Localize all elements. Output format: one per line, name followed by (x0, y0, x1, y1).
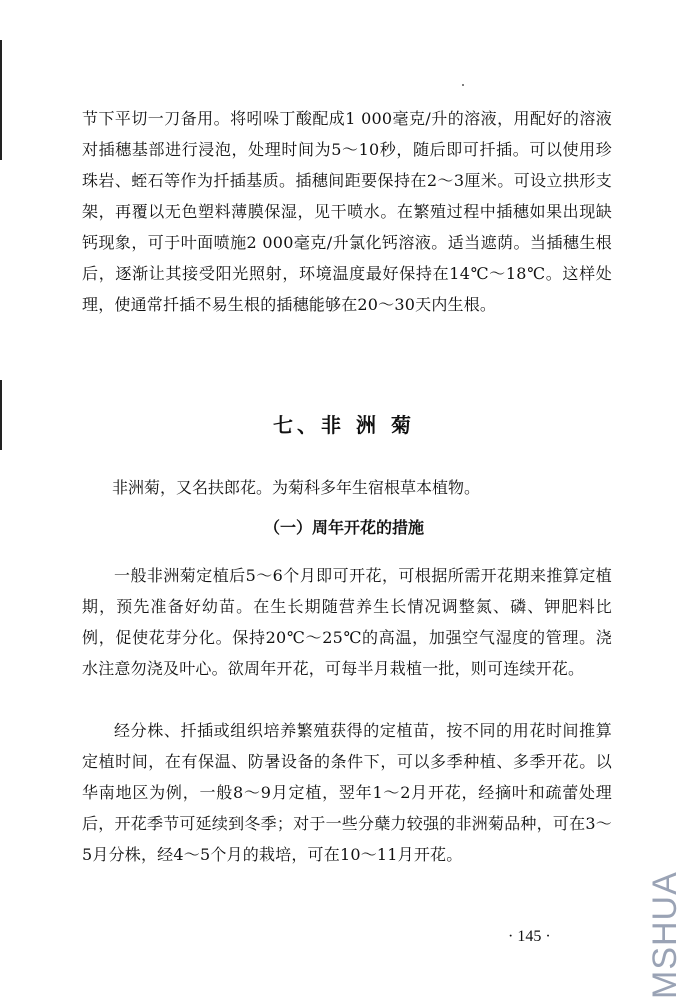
paragraph-text: 经分株、扦插或组织培养繁殖获得的定植苗，按不同的用花时间推算定植时间，在有保温、防暑设备的条件下，可以多季种植、多季开花。以华南地区为例，一般8～9月定植，翌年1～2月开花，经摘叶和疏蕾处理后，开花季节可延续到冬季；对于一些分蘖力较强的非洲菊品种，可在3～5月分株，经4～5个月的栽培，可在10～11月开花。 (82, 721, 612, 864)
paragraph-year-round-1 (82, 560, 612, 684)
scan-margin-line (0, 40, 2, 160)
watermark-logo: MSHUA (646, 871, 684, 999)
paragraph-text: 一般非洲菊定植后5～6个月即可开花，可根据所需开花期来推算定植期，预先准备好幼苗。在生长期随营养生长情况调整氮、磷、钾肥料比例，促使花芽分化。保持20℃～25℃的高温，加强空气湿度的管理。浇水注意勿浇及叶心。欲周年开花，可每半月栽植一批，则可连续开花。 (82, 566, 612, 678)
subheading: （一）周年开花的措施 (263, 518, 424, 537)
paragraph-year-round-2 (82, 715, 612, 870)
paragraph-cutting-treatment (82, 103, 612, 320)
paragraph-text: 节下平切一刀备用。将吲哚丁酸配成1 000毫克/升的溶液，用配好的溶液对插穗基部进行浸泡，处理时间为5～10秒，随后即可扦插。可以使用珍珠岩、蛭石等作为扦插基质。插穗间距要保持在2～3厘米。可设立拱形支架，再覆以无色塑料薄膜保湿，见干喷水。在繁殖过程中插穗如果出现缺钙现象，可于叶面喷施2 000毫克/升氯化钙溶液。适当遮荫。当插穗生根后，逐渐让其接受阳光照射，环境温度最好保持在14℃～18℃。这样处理，使通常扦插不易生根的插穗能够在20～30天内生根。 (82, 109, 612, 314)
scan-speck (462, 84, 464, 86)
section-intro: 非洲菊，又名扶郎花。为菊科多年生宿根草本植物。 (112, 478, 481, 497)
section-title: 七、非 洲 菊 (273, 413, 415, 437)
page-number: · 145 · (508, 928, 551, 945)
